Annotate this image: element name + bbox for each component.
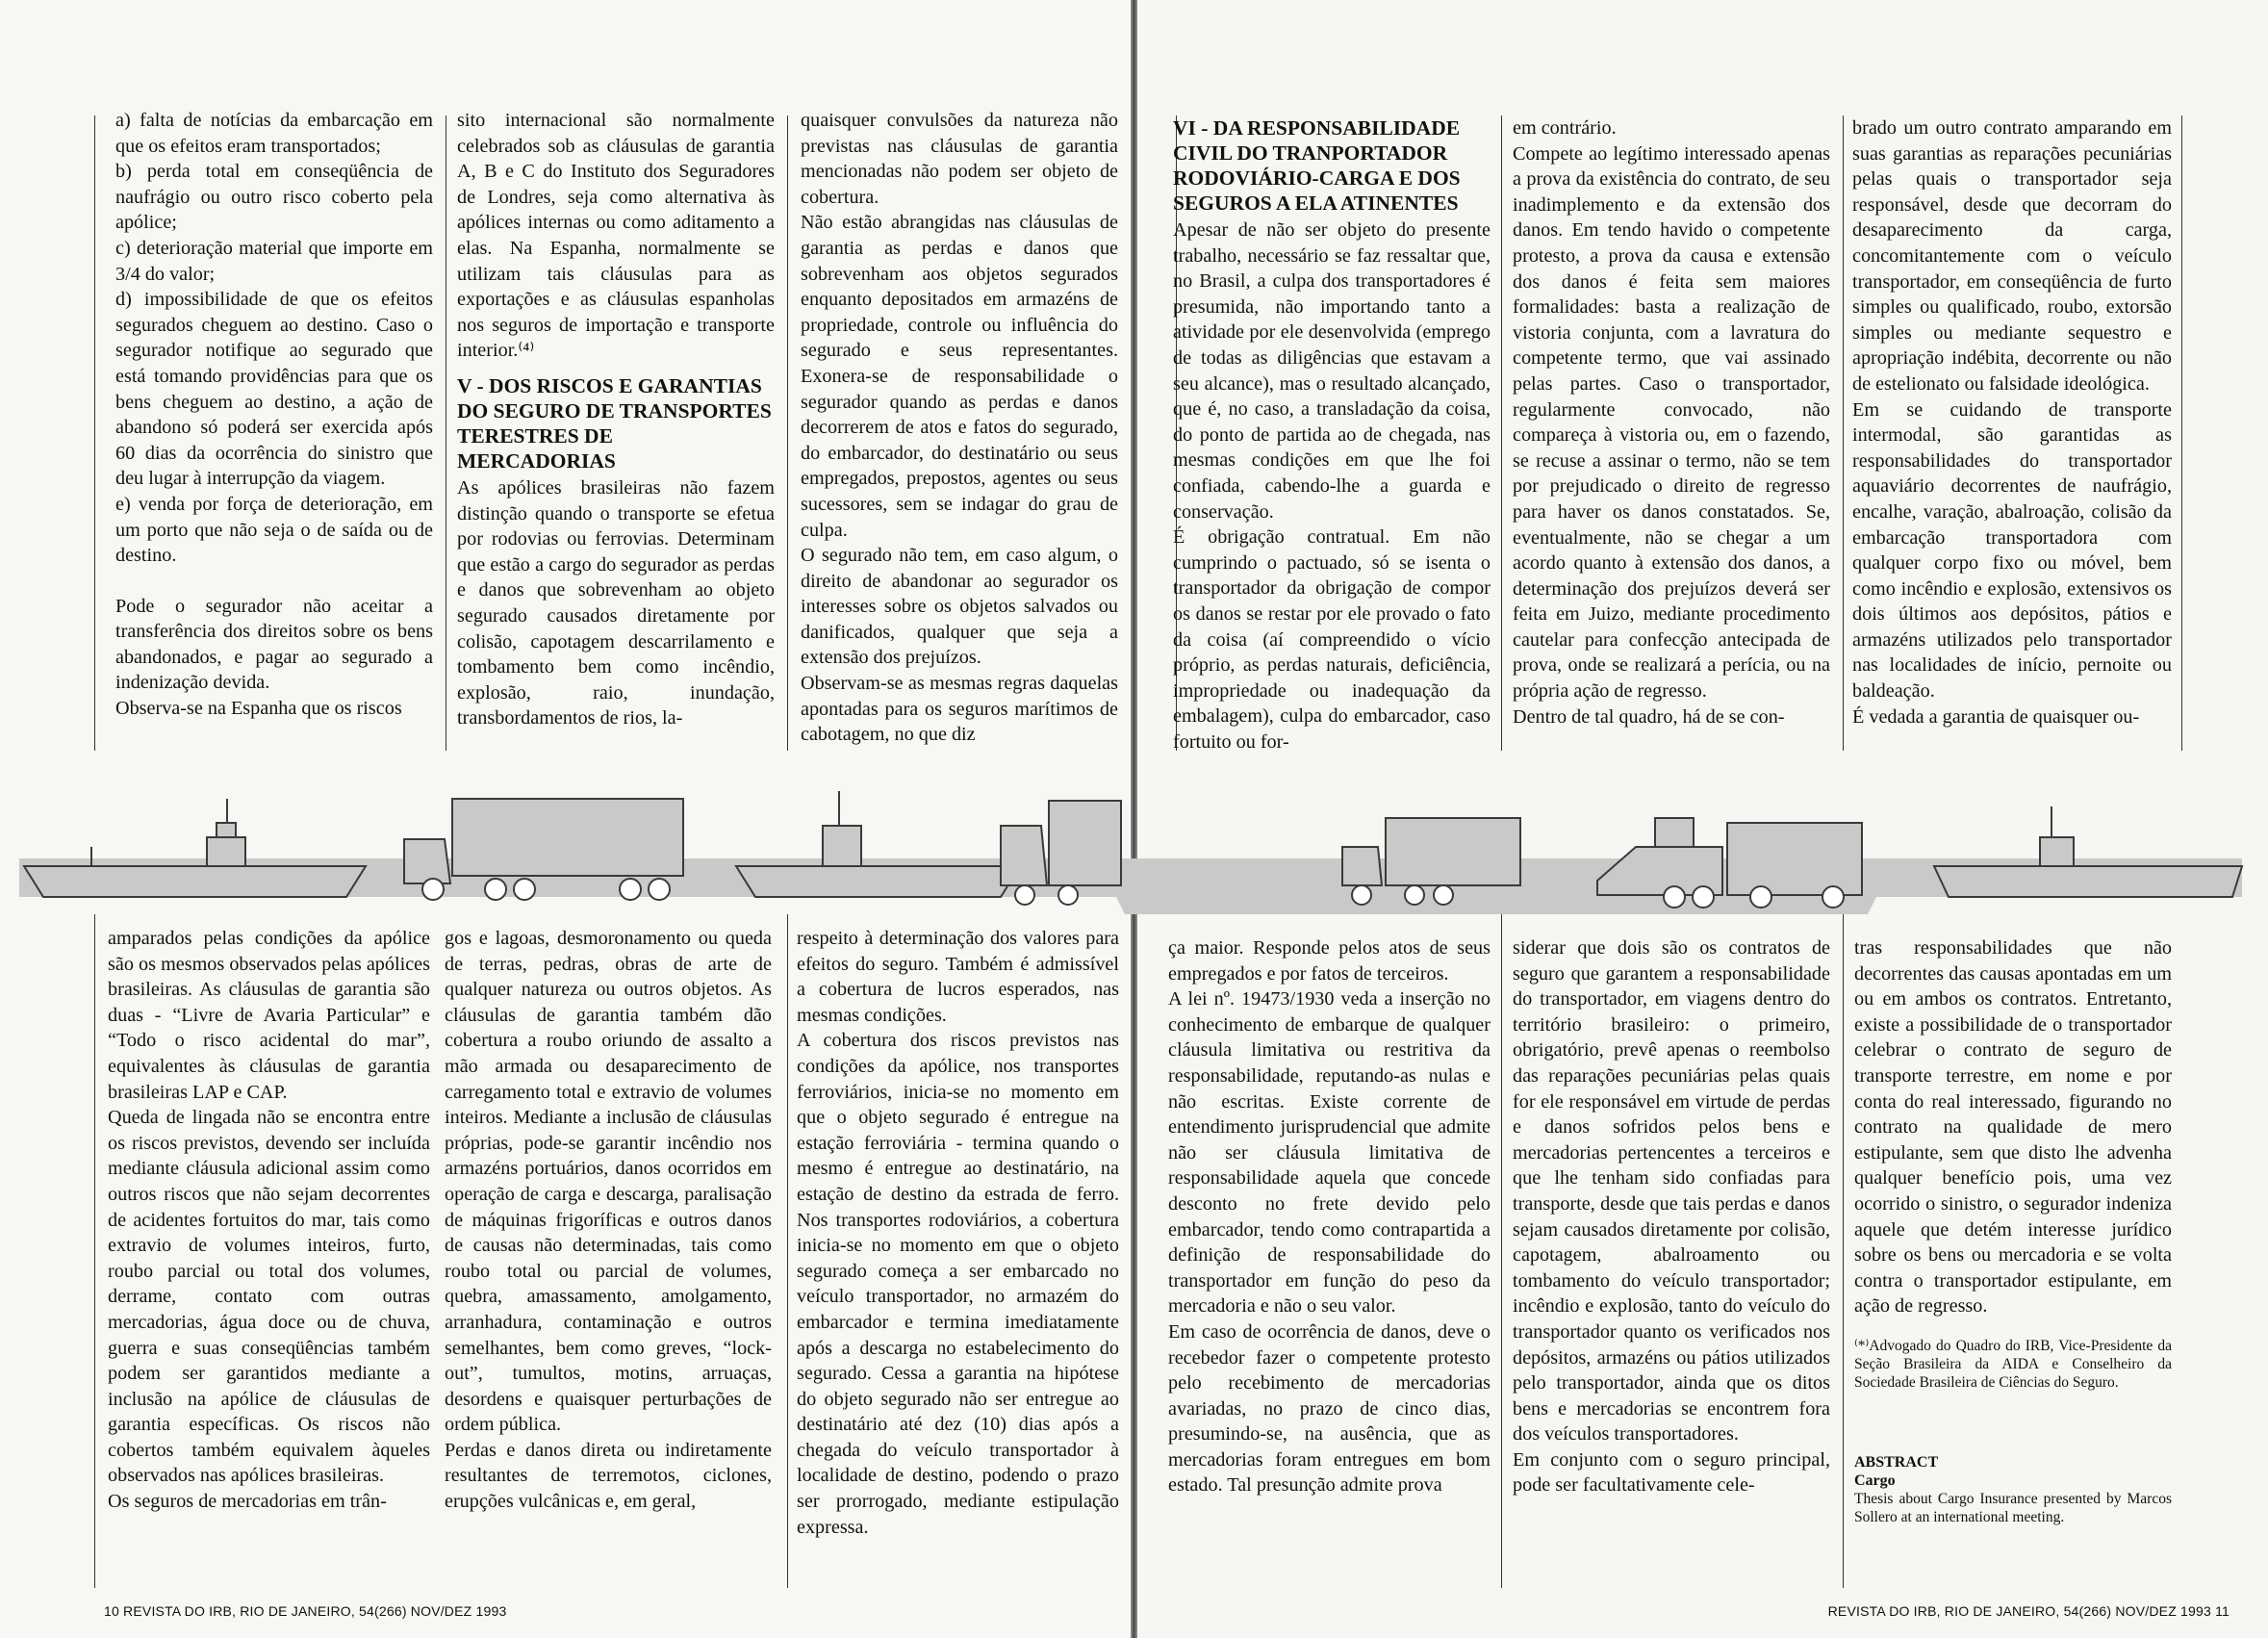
column-rule [1843, 115, 1844, 751]
transport-illustration-band [0, 789, 2268, 914]
transport-illustration [0, 789, 2268, 914]
paragraph: Em se cuidando de transporte intermodal, são garantidas as responsabilidades do transportador aquaviário decorrentes de naufrágio, encalhe, varação, abalroação, colisão da embarcação transportadora com qualquer corpo fixo ou móvel, bem como incêndio e explosão, extensivos os dois últimos aos depósitos, pátios e armazéns utilizados pelo transportador nas localidades de início, pernoite ou baldeação. [1852, 398, 2172, 703]
paragraph: A lei nº. 19473/1930 veda a inserção no conhecimento de embarque de qualquer cláusula limitativa ou restritiva da responsabilidade, reputando-as nulas e não escritas. Existe corrente de entendimento jurisprudencial que admite não ser cláusula limitativa de responsabilidade aquela que concede desconto no frete devido pelo embarcador, tendo como contrapartida a definição de responsabilidade do transportador em função do peso da mercadoria e não o seu valor. [1168, 988, 1491, 1318]
page-folio: REVISTA DO IRB, RIO DE JANEIRO, 54(266) NOV/DEZ 1993 11 [1827, 1603, 2230, 1619]
paragraph: Pode o segurador não aceitar a transferência dos direitos sobre os bens abandonados, e pagar ao segurado a indenização devida. [115, 595, 433, 694]
section-v-heading: V - DOS RISCOS E GARANTIAS DO SEGURO DE TRANSPORTES TERESTRES DE MERCADORIAS [457, 373, 772, 473]
paragraph: respeito à determinação dos valores para efeitos do seguro. Também é admissível a cobertura de lucros esperados, nas mesmas condições. [797, 928, 1119, 1026]
paragraph: e) venda por força de deterioração, em um porto que não seja o de saída ou de destino. [115, 493, 433, 567]
column-rule [2181, 115, 2182, 751]
column-rule [1501, 115, 1502, 751]
left-bottom-column-2 [445, 926, 772, 1590]
paragraph: Apesar de não ser objeto do presente trabalho, necessário se faz ressaltar que, no Brasil, a culpa dos transportadores é presumida, não importando tanto a atividade por ele desenvolvida (emprego de todas as diligências que estavam a seu alcance), mas o resultado alcançado, que é, no caso, a transladação da coisa, do ponto de partida ao de chegada, nas mesmas condições em que lhe foi confiada, cabendo-lhe a guarda e conservação. [1173, 219, 1491, 523]
column-rule [1843, 914, 1844, 1588]
right-top-column-3 [1852, 115, 2172, 753]
paragraph: Em caso de ocorrência de danos, deve o recebedor fazer o competente protesto pelo recebimento de mercadorias avariadas, no prazo de cinco dias, presumindo-se, na ausência, que as mercadorias foram entregues em bom estado. Tal presunção admite prova [1168, 1320, 1491, 1497]
paragraph: c) deterioração material que importe em 3/4 do valor; [115, 237, 433, 285]
abstract-text: Thesis about Cargo Insurance presented by Marcos Sollero at an international meeting. [1854, 1490, 2172, 1525]
paragraph: Não estão abrangidas nas cláusulas de garantia as perdas e danos que sobrevenham aos objetos segurados enquanto depositados em armazéns de propriedade, controle ou influência do segurado e seus representantes. Exonera-se de responsabilidade o segurador quando as perdas e danos decorrerem de atos e fatos do segurado, do embarcador, do destinatário ou seus empregados, prepostos, agentes ou seus sucessores, sem se indagar do grau de culpa. [801, 212, 1118, 541]
paragraph: gos e lagoas, desmoronamento ou queda de terras, pedras, obras de arte de qualquer natureza ou outros objetos. As cláusulas de garantia também dão cobertura a roubo oriundo de assalto a mão armada ou desaparecimento de carregamento total e extravio de volumes inteiros. Mediante a inclusão de cláusulas próprias, pode-se garantir incêndio nos armazéns portuários, danos ocorridos em operação de carga e descarga, paralisação de máquinas frigoríficas e outros danos de causas não determinadas, tais como roubo total ou parcial de volumes, quebra, amassamento, amolgamento, arranhadura, contaminação e outros semelhantes, bem como greves, “lock-out”, tumultos, motins, arruaças, desordens e quaisquer perturbações de ordem pública. [445, 928, 772, 1436]
left-bottom-column-1 [108, 926, 430, 1590]
paragraph: É vedada a garantia de quaisquer ou- [1852, 705, 2140, 728]
paragraph: quaisquer convulsões da natureza não previstas nas cláusulas de garantia mencionadas não podem ser objeto de cobertura. [801, 110, 1118, 208]
ship-icon [24, 799, 366, 897]
right-bottom-column-1 [1168, 935, 1491, 1590]
ship-icon [1934, 806, 2242, 897]
paragraph: Observa-se na Espanha que os riscos [115, 698, 402, 720]
paragraph: Perdas e danos direta ou indiretamente resultantes de terremotos, ciclones, erupções vulcânicas e, em geral, [445, 1439, 772, 1513]
paragraph: ça maior. Responde pelos atos de seus empregados e por fatos de terceiros. [1168, 937, 1491, 985]
paragraph: Compete ao legítimo interessado apenas a prova da existência do contrato, de seu inadimplemento e da extensão dos danos. Em tendo havido o competente protesto, a prova da causa e extensão dos danos é feita sem maiores formalidades: basta a realização de vistoria conjunta, com a lavratura do competente termo, que vai assinado pelas partes. Caso o transportador, regularmente convocado, não compareça à vistoria ou, em o fazendo, se recuse a assinar o termo, não se tem por prejudicado o direito de regresso para haver os danos constatados. Se, eventualmente, não se chegar a um acordo quanto à extensão dos danos, a determinação dos prejuízos deverá ser feita em Juizo, mediante procedimento cautelar para confecção antecipada de prova, onde se realizará a perícia, ou na própria ação de regresso. [1513, 142, 1830, 703]
left-bottom-column-3 [797, 926, 1119, 1590]
right-top-column-2 [1513, 115, 1830, 753]
column-rule [1501, 914, 1502, 1588]
column-rule [94, 914, 95, 1588]
paragraph: Queda de lingada não se encontra entre os riscos previstos, devendo ser incluída mediante cláusula adicional assim como outros riscos que não sejam decorrentes de acidentes fortuitos do mar, tais como extravio de volumes inteiros, furto, roubo parcial ou total dos volumes, derrame, contato com outras mercadorias, água doce ou de chuva, guerra e suas conseqüências também podem ser garantidos mediante a inclusão na apólice de cláusulas de garantia específicas. Os riscos não cobertos também equivalem àqueles observados nas apólices brasileiras. [108, 1107, 430, 1487]
paragraph: brado um outro contrato amparando em suas garantias as reparações pecuniárias pelas quais o transportador seja responsável, desde que decorram do desaparecimento da carga, concomitantemente com o veículo transportador, em conseqüência de furto simples ou qualificado, roubo, extorsão simples ou mediante sequestro e apropriação indébita, decorrente ou não de estelionato ou falsidade ideológica. [1852, 117, 2172, 395]
paragraph: amparados pelas condições da apólice são os mesmos observados pelas apólices brasileiras. As cláusulas de garantia são duas - “Livre de Avaria Particular” e “Todo o risco acidental do mar”, equivalentes às cláusulas de garantia brasileiras LAP e CAP. [108, 928, 430, 1103]
left-top-column-1 [115, 108, 433, 753]
train-icon [1597, 818, 1862, 908]
section-vi-heading: VI - DA RESPONSABILIDADE CIVIL DO TRANPORTADOR RODOVIÁRIO-CARGA E DOS SEGUROS A ELA ATINENTES [1173, 116, 1461, 215]
left-top-column-2 [457, 108, 775, 753]
paragraph: É obrigação contratual. Em não cumprindo o pactuado, só se isenta o transportador da obrigação de compor os danos se restar por ele provado o fato da coisa (aí compreendido o vício próprio, as perdas naturais, deficiência, impropriedade ou inadequação da embalagem), culpa do embarcador, caso fortuito ou for- [1173, 526, 1491, 753]
abstract-heading: ABSTRACT [1854, 1453, 1939, 1471]
paragraph: sito internacional são normalmente celebrados sob as cláusulas de garantia A, B e C do Instituto dos Seguradores de Londres, seja como alternativa às apólices internas ou como aditamento a elas. Na Espanha, normalmente se utilizam tais cláusulas para as exportações e as cláusulas espanholas nos seguros de importação e transporte interior.⁽⁴⁾ [457, 110, 775, 362]
column-rule [787, 914, 788, 1588]
paragraph: siderar que dois são os contratos de seguro que garantem a responsabilidade do transportador, em viagens dentro do território brasileiro: o primeiro, obrigatório, prevê apenas o reembolso das reparações pecuniárias pelas quais for ele responsável em virtude de perdas e danos sofridos pelos bens e mercadorias pertencentes a terceiros e que lhe tenham sido confiadas para transporte, desde que tais perdas e danos sejam causados diretamente por colisão, capotagem, abalroamento ou tombamento do veículo transportador; incêndio e explosão, tanto do veículo do transportador quanto os verificados nos depósitos, armazéns ou pátios utilizados pelo transportador, ainda que os ditos bens e mercadorias se encontrem fora dos veículos transportadores. [1513, 937, 1830, 1446]
paragraph-gap [115, 569, 433, 594]
paragraph: As apólices brasileiras não fazem distinção quando o transporte se efetua por rodovias ou ferrovias. Determinam que estão a cargo do segurador as perdas e danos que sobrevenham ao objeto segurado causados diretamente por colisão, capotagem descarrilamento e tombamento bem como incêndio, explosão, raio, inundação, transbordamentos de rios, la- [457, 476, 775, 729]
right-bottom-column-3 [1854, 935, 2172, 1590]
right-bottom-column-2 [1513, 935, 1830, 1590]
paragraph: Em conjunto com o seguro principal, pode ser facultativamente cele- [1513, 1448, 1830, 1497]
left-top-column-3 [801, 108, 1118, 753]
paragraph: tras responsabilidades que não decorrentes das causas apontadas em um ou em ambos os contratos. Entretanto, existe a possibilidade de o transportador celebrar o contrato de seguro de transporte terrestre, em nome e por conta do real interessado, figurando no contrato na qualidade de mero estipulante, sem que disto lhe advenha qualquer benefício pois, uma vez ocorrido o sinistro, o segurador indeniza aquele que detém interesse jurídico sobre os bens ou mercadoria e se volta contra o transportador estipulante, em ação de regresso. [1854, 937, 2172, 1318]
paragraph: b) perda total em conseqüência de naufrágio ou outro risco coberto pela apólice; [115, 161, 433, 234]
paragraph: em contrário. [1513, 117, 1617, 139]
paragraph: Observam-se as mesmas regras daquelas apontadas para os seguros marítimos de cabotagem, no que diz [801, 673, 1118, 746]
abstract-subheading: Cargo [1854, 1472, 1896, 1489]
page-folio: 10 REVISTA DO IRB, RIO DE JANEIRO, 54(266) NOV/DEZ 1993 [104, 1603, 507, 1619]
paragraph: Os seguros de mercadorias em trân- [108, 1491, 387, 1513]
paragraph: Dentro de tal quadro, há de se con- [1513, 705, 1785, 728]
paragraph: A cobertura dos riscos previstos nas condições da apólice, nos transportes ferroviários, inicia-se no momento em que o objeto segurado é entregue na estação ferroviária - termina quando o mesmo é entregue ao destinatário, na estação de destino da estrada de ferro. Nos transportes rodoviários, a cobertura inicia-se no momento em que o objeto segurado começa a ser embarcado no veículo transportador, no armazém do embarcador e termina imediatamente após a descarga no estabelecimento do segurado. Cessa a garantia na hipótese do objeto segurado não ser entregue ao destinatário até dez (10) dias após a chegada do veículo transportador à localidade de destino, podendo o prazo ser prorrogado, mediante estipulação expressa. [797, 1030, 1119, 1538]
ship-icon [736, 791, 1020, 897]
right-top-column-1 [1173, 115, 1491, 753]
column-rule [787, 115, 788, 751]
paragraph: a) falta de notícias da embarcação em que os efeitos eram transportados; [115, 110, 433, 157]
author-footnote: ⁽*⁾Advogado do Quadro do IRB, Vice-Presidente da Seção Brasileira da AIDA e Conselheiro da Sociedade Brasileira de Ciências do Seguro. [1854, 1337, 2172, 1391]
paragraph: O segurado não tem, em caso algum, o direito de abandonar ao segurador os interesses sobre os objetos salvados ou danificados, qualquer que seja a extensão dos prejuízos. [801, 545, 1118, 669]
paragraph: d) impossibilidade de que os efeitos segurados cheguem ao destino. Caso o segurador notifique ao segurado que está tomando providências para que os bens cheguem ao destino, a ação de abandono só poderá ser exercida após 60 dias da ocorrência do sinistro que deu lugar à interrupção da viagem. [115, 289, 433, 490]
column-rule [94, 115, 95, 751]
